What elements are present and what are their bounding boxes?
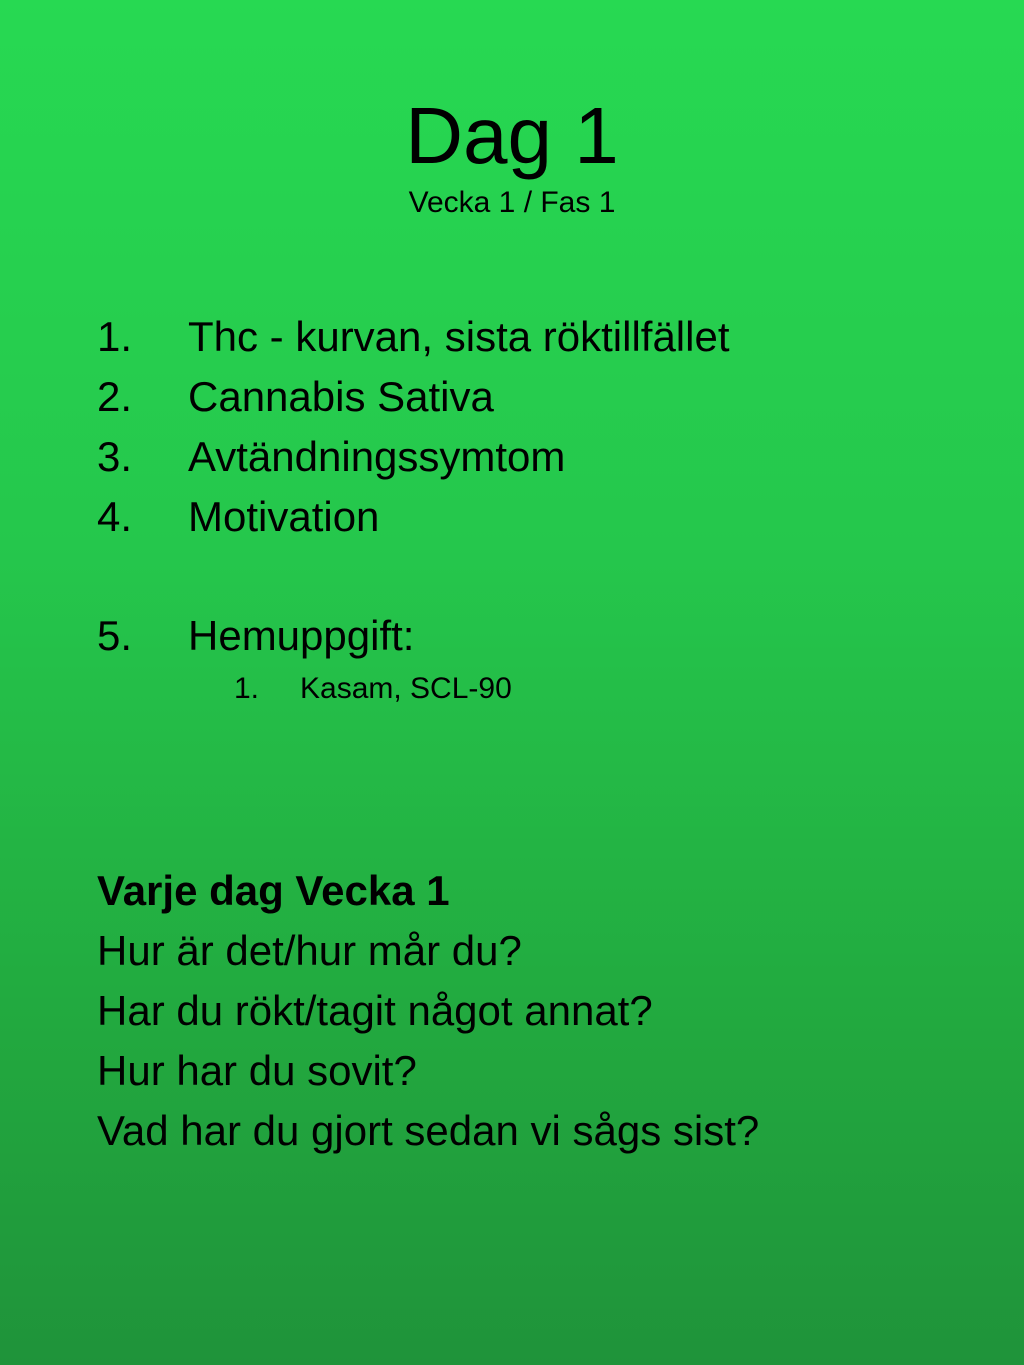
agenda-item-number: 3. <box>97 433 133 480</box>
daily-question: Hur har du sovit? <box>97 1047 417 1094</box>
slide-title: Dag 1 <box>405 91 619 180</box>
daily-question: Har du rökt/tagit något annat? <box>97 987 653 1034</box>
homework-item-number: 1. <box>234 672 260 705</box>
slide-subtitle: Vecka 1 / Fas 1 <box>408 186 616 219</box>
agenda-item-text: Thc - kurvan, sista röktillfället <box>188 313 730 360</box>
agenda-item-text: Avtändningssymtom <box>188 433 566 480</box>
agenda-item-text: Cannabis Sativa <box>188 373 494 420</box>
agenda-item-number: 4. <box>97 493 133 540</box>
agenda-item-number: 2. <box>97 373 133 420</box>
agenda-item-text: Motivation <box>188 493 380 540</box>
agenda-item-number: 1. <box>97 313 133 360</box>
daily-question: Hur är det/hur mår du? <box>97 927 522 974</box>
agenda-item-number: 5. <box>97 612 133 659</box>
daily-question: Vad har du gjort sedan vi sågs sist? <box>97 1107 760 1154</box>
homework-item-text: Kasam, SCL-90 <box>300 672 512 705</box>
agenda-item-text: Hemuppgift: <box>188 612 415 659</box>
daily-heading: Varje dag Vecka 1 <box>97 867 450 914</box>
